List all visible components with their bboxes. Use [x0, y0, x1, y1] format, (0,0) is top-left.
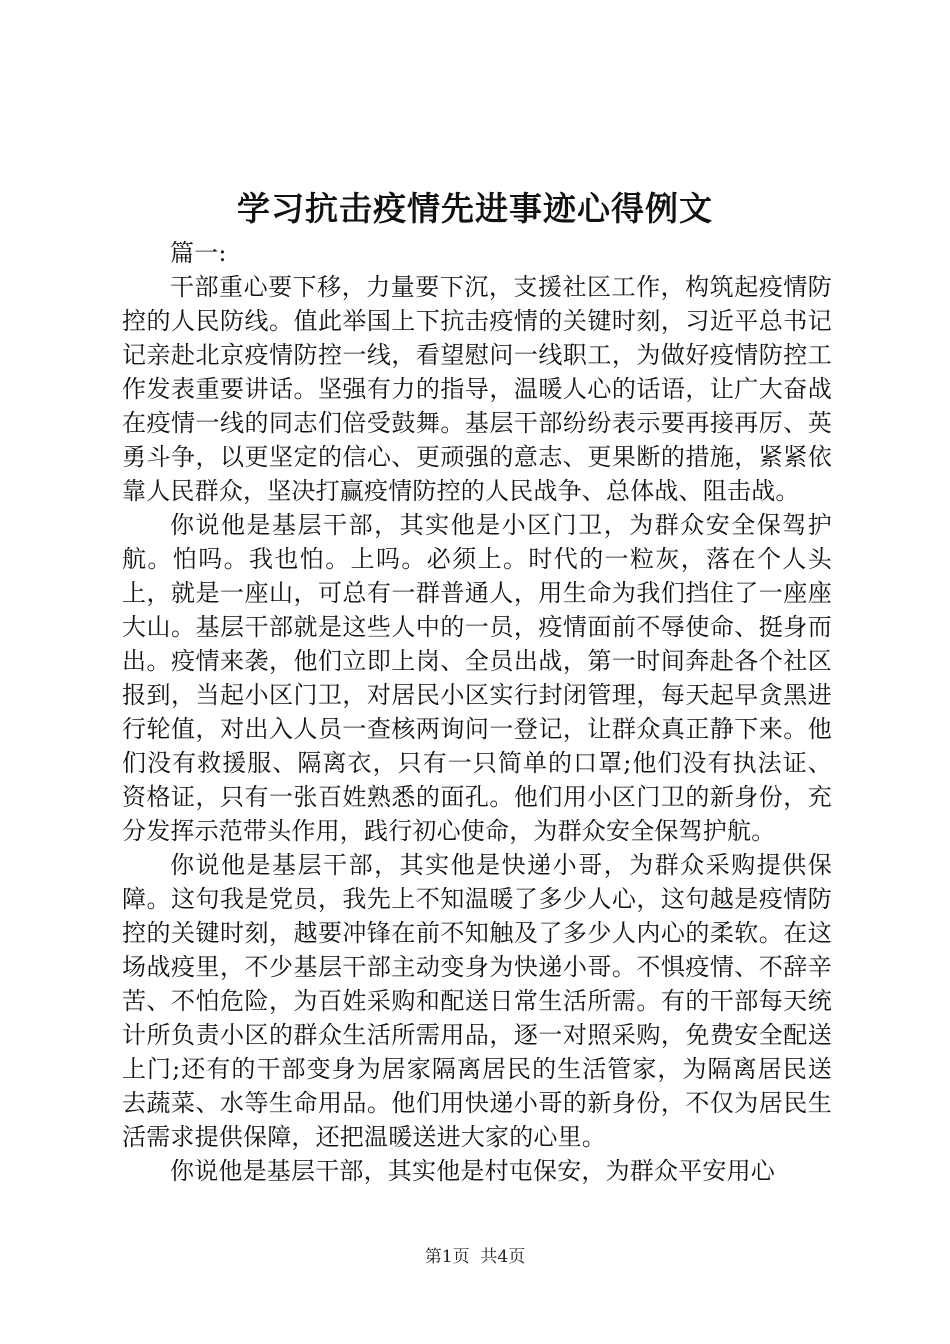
paragraph: 干部重心要下移，力量要下沉，支援社区工作，构筑起疫情防控的人民防线。值此举国上下抗击疫情的关键时刻，习近平总书记记亲赴北京疫情防控一线，看望慰问一线职工，为做好疫情防控工作发表重要讲话。坚强有力的指导，温暖人心的话语，让广大奋战在疫情一线的同志们倍受鼓舞。基层干部纷纷表示要再接再厉、英勇斗争，以更坚定的信心、更顽强的意志、更果断的措施，紧紧依靠人民群众，坚决打赢疫情防控的人民战争、总体战、阻击战。 [122, 273, 832, 505]
paragraph: 你说他是基层干部，其实他是小区门卫，为群众安全保驾护航。怕吗。我也怕。上吗。必须上。时代的一粒灰，落在个人头上，就是一座山，可总有一群普通人，用生命为我们挡住了一座座大山。基层干部就是这些人中的一员，疫情面前不辱使命、挺身而出。疫情来袭，他们立即上岗、全员出战，第一时间奔赴各个社区报到，当起小区门卫，对居民小区实行封闭管理，每天起早贪黑进行轮值，对出入人员一查核两询问一登记，让群众真正静下来。他们没有救援服、隔离衣，只有一只简单的口罩;他们没有执法证、资格证，只有一张百姓熟悉的面孔。他们用小区门卫的新身份，充分发挥示范带头作用，践行初心使命，为群众安全保驾护航。 [122, 511, 832, 845]
paragraph: 你说他是基层干部，其实他是快递小哥，为群众采购提供保障。这句我是党员，我先上不知温暖了多少人心，这句越是疫情防控的关键时刻，越要冲锋在前不知触及了多少人内心的柔软。在这场战疫里，不少基层干部主动变身为快递小哥。不惧疫情、不辞辛苦、不怕危险，为百姓采购和配送日常生活所需。有的干部每天统计所负责小区的群众生活所需用品，逐一对照采购，免费安全配送上门;还有的干部变身为居家隔离居民的生活管家，为隔离居民送去蔬菜、水等生命用品。他们用快递小哥的新身份，不仅为居民生活需求提供保障，还把温暖送进大家的心里。 [122, 851, 832, 1151]
page-footer [0, 1245, 950, 1269]
document-body [122, 236, 832, 1188]
paragraph: 你说他是基层干部，其实他是村屯保安，为群众平安用心 [170, 1157, 775, 1185]
page-number: 第1页 共4页 [424, 1247, 526, 1267]
document-title: 学习抗击疫情先进事迹心得例文 [237, 189, 713, 228]
section-label: 篇一: [170, 239, 227, 267]
